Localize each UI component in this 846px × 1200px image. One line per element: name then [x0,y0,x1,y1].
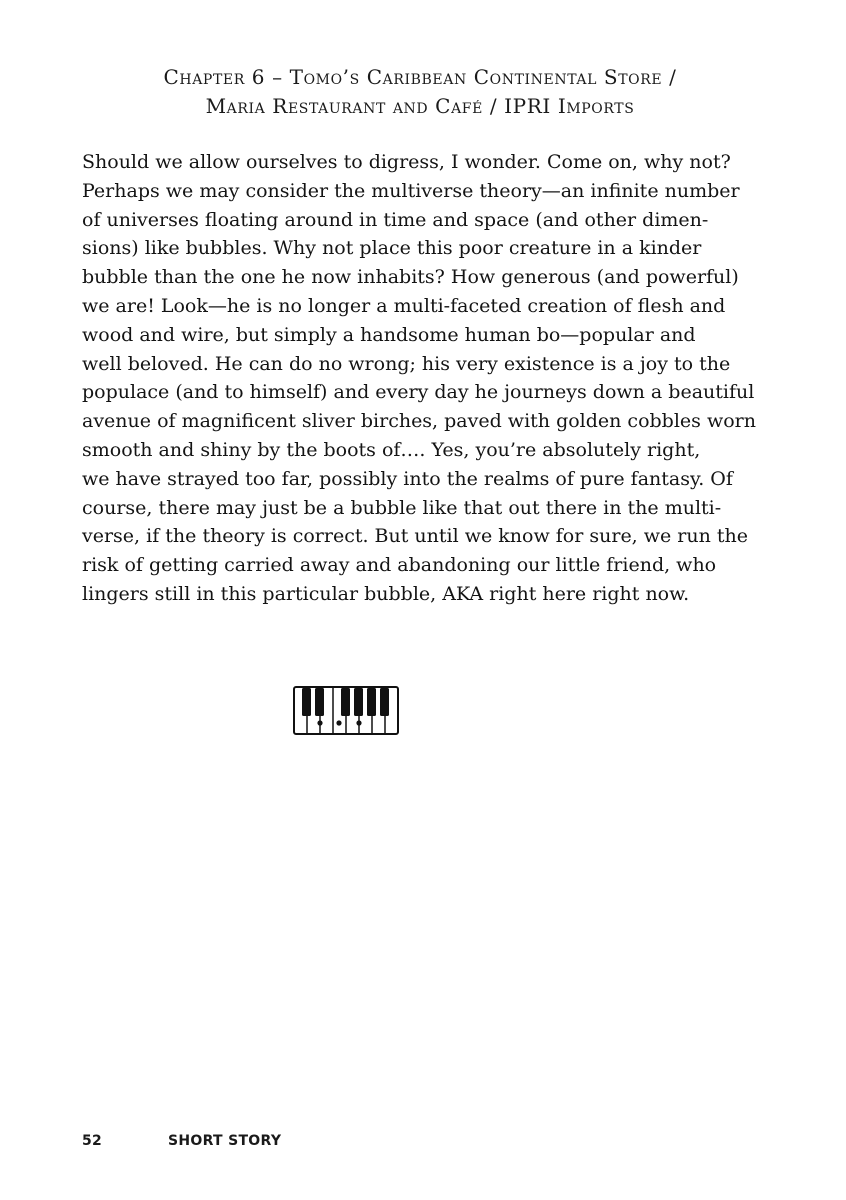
text-line: we have strayed too far, possibly into the realms of pure fantasy. Of [82,467,733,490]
chapter-heading-line-2: Maria Restaurant and Café / IPRI Imports [205,94,635,118]
text-line: risk of getting carried away and abandoning our little friend, who [82,554,717,577]
text-line: bubble than the one he now inhabits? How generous (and powerful) [82,266,739,289]
chapter-heading [82,63,758,121]
text-line: well beloved. He can do no wrong; his very existence is a joy to the [82,352,731,375]
text-line: sions) like bubbles. Why not place this poor creature in a kinder [82,237,702,260]
text-line: Perhaps we may consider the multiverse theory—an infinite number [82,179,740,202]
text-line: we are! Look—he is no longer a multi-faceted creation of flesh and [82,294,726,317]
text-line: Should we allow ourselves to digress, I wonder. Come on, why not? [82,151,731,173]
text-line: wood and wire, but simply a handsome human bo—popular and [82,323,696,346]
text-line: course, there may just be a bubble like that out there in the multi- [82,496,722,519]
text-line: avenue of magnificent sliver birches, paved with golden cobbles worn [82,410,756,433]
text-line: smooth and shiny by the boots of…. Yes, you’re absolutely right, [82,438,701,461]
running-footer-title: SHORT STORY [168,1133,282,1149]
text-line: verse, if the theory is correct. But until we know for sure, we run the [82,525,749,548]
chapter-heading-line-1: Chapter 6 – Tomo’s Caribbean Continental Store / [163,65,677,89]
text-line: of universes floating around in time and space (and other dimen- [82,208,709,231]
text-line: lingers still in this particular bubble, AKA right here right now. [82,582,690,605]
body-paragraph [82,148,756,609]
page-number: 52 [82,1133,103,1149]
text-line: populace (and to himself) and every day he journeys down a beautiful [82,381,755,404]
piano-keys-icon [293,686,399,735]
